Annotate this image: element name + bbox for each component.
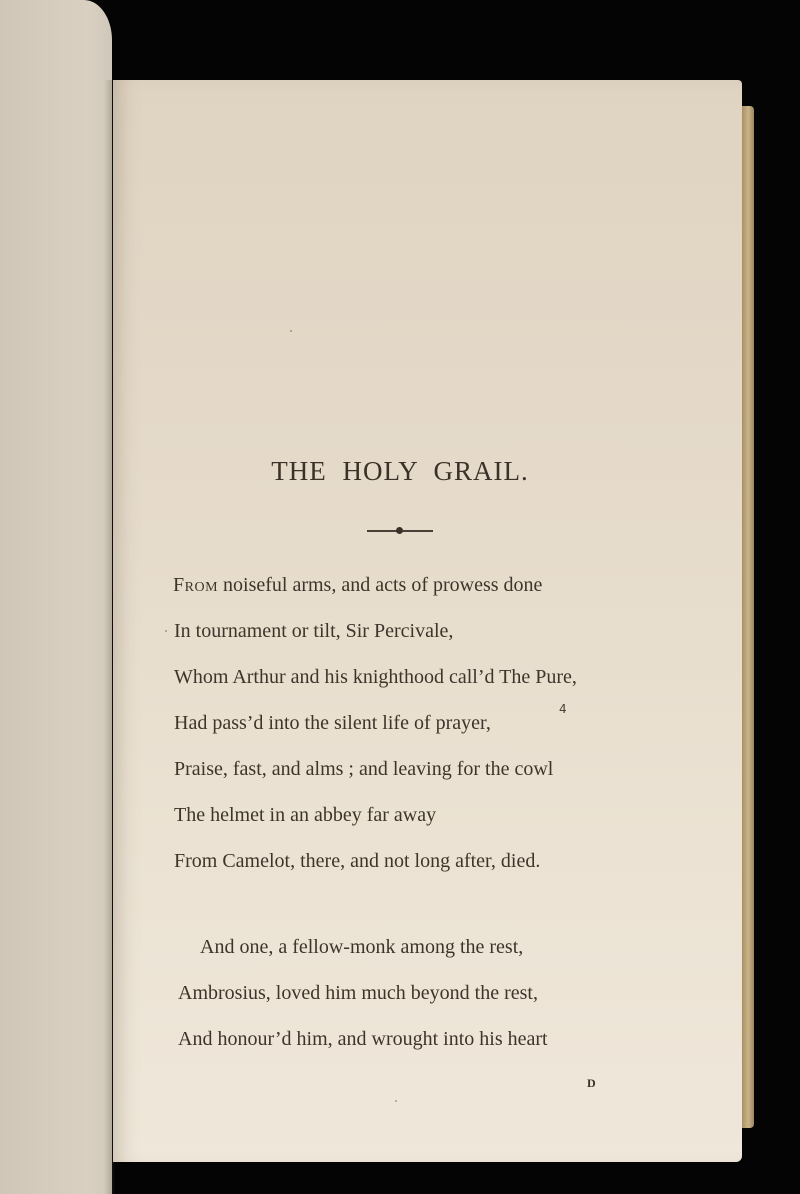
ornament-dot-icon — [396, 527, 403, 534]
verse-line — [173, 574, 542, 597]
margin-ink-mark: 4 — [559, 702, 567, 716]
verse-line: Ambrosius, loved him much beyond the rest, — [178, 982, 538, 1004]
poem-title: THE HOLY GRAIL. — [271, 456, 529, 486]
verse-line: In tournament or tilt, Sir Percivale, — [174, 620, 454, 642]
verse-line: Had pass’d into the silent life of prayer, — [174, 712, 491, 734]
signature-mark: D — [587, 1076, 596, 1090]
paper-speck — [395, 1100, 397, 1102]
verse-line: And honour’d him, and wrought into his heart — [178, 1028, 548, 1050]
verse-line: The helmet in an abbey far away — [174, 804, 437, 826]
paper-speck — [165, 630, 167, 632]
verse-line: And one, a fellow-monk among the rest, — [200, 936, 524, 958]
left-facing-page — [0, 0, 112, 1194]
line-text: noiseful arms, and acts of prowess done — [218, 574, 543, 596]
lead-word: From — [173, 574, 219, 596]
verse-line: Praise, fast, and alms ; and leaving for the cowl — [174, 758, 554, 780]
verse-line: From Camelot, there, and not long after, died. — [174, 850, 541, 872]
paper-speck — [290, 330, 292, 332]
verse-line: Whom Arthur and his knighthood call’d The Pure, — [174, 666, 577, 688]
